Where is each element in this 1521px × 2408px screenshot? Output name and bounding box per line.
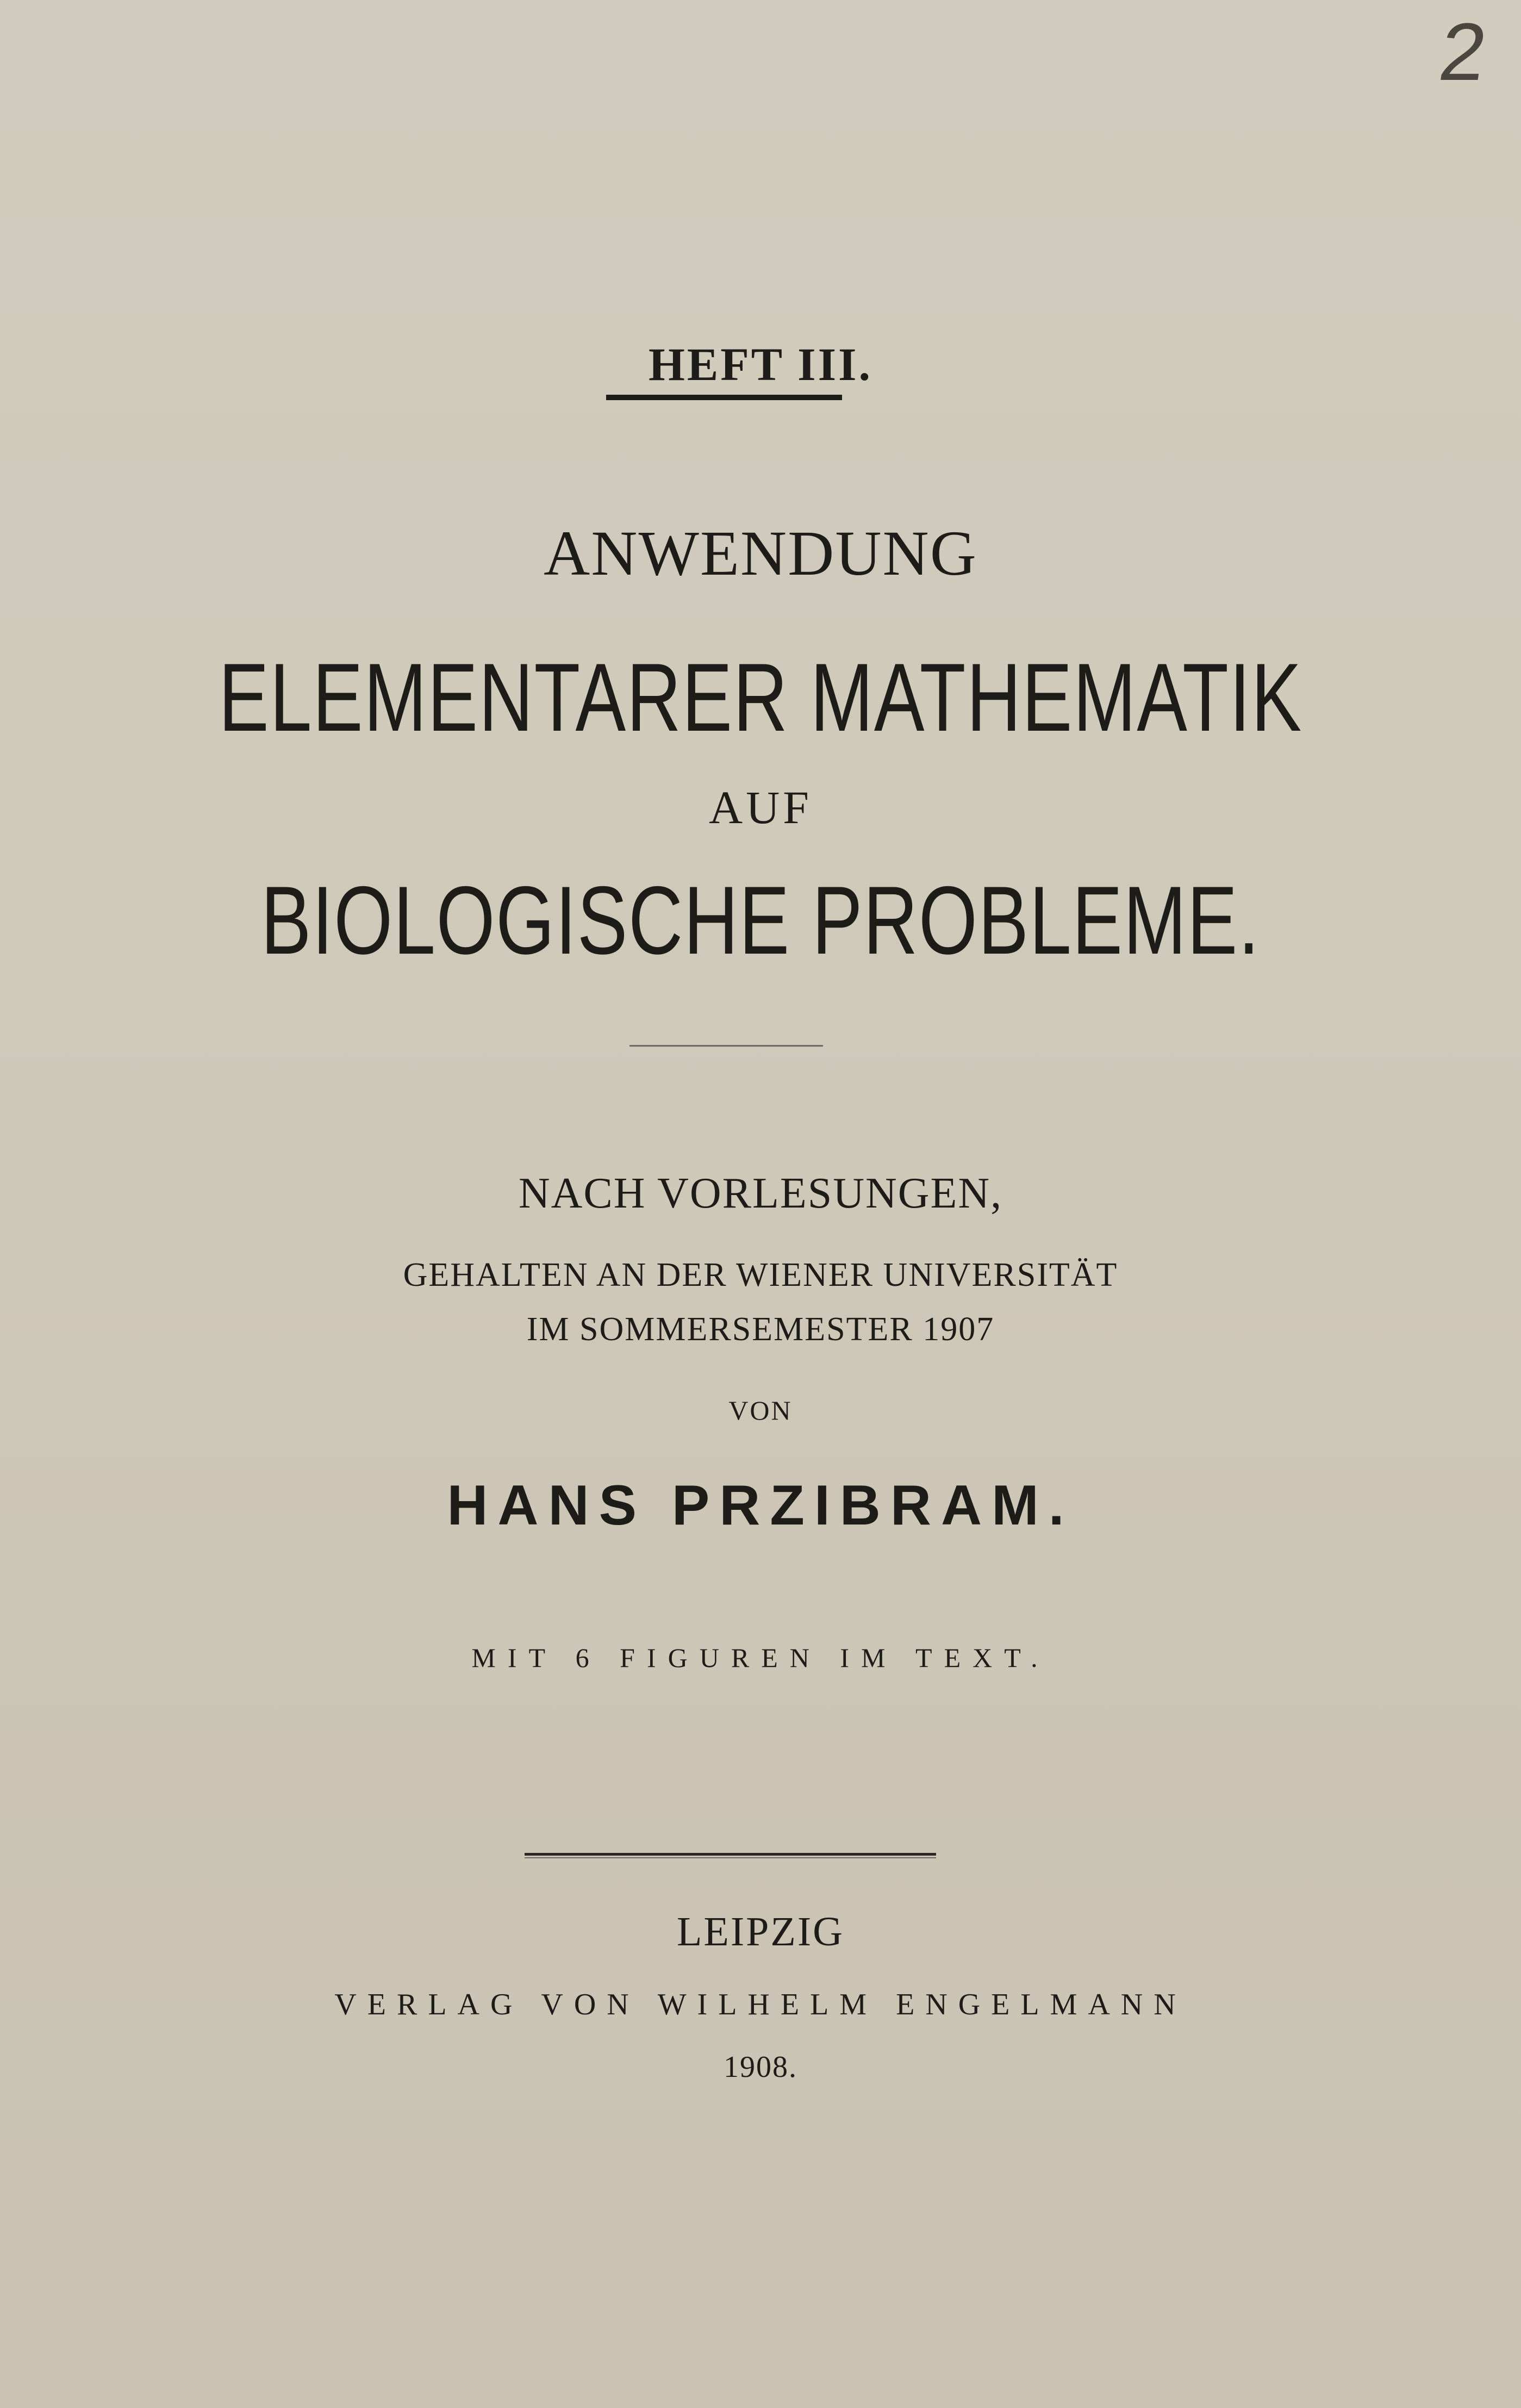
title-line-4: BIOLOGISCHE PROBLEME. [260, 866, 1261, 974]
author-name: HANS PRZIBRAM. [447, 1474, 1074, 1537]
imprint-divider-thin [525, 1857, 936, 1858]
title-line-1: ANWENDUNG [544, 518, 977, 589]
series-underline [606, 395, 842, 400]
title-divider [629, 1045, 823, 1047]
series-heading: HEFT III. [649, 338, 872, 390]
figures-note: MIT 6 FIGUREN IM TEXT. [471, 1642, 1050, 1673]
publication-year: 1908. [724, 2050, 797, 2084]
handwritten-shelf-mark: 2 [1434, 6, 1493, 97]
title-line-2: ELEMENTARER MATHEMATIK [219, 643, 1302, 751]
publisher: VERLAG VON WILHELM ENGELMANN [334, 1988, 1187, 2021]
imprint-divider [525, 1853, 936, 1856]
subtitle-line-1: NACH VORLESUNGEN, [518, 1169, 1003, 1217]
subtitle-line-3: IM SOMMERSEMESTER 1907 [526, 1311, 995, 1348]
publication-place: LEIPZIG [676, 1909, 845, 1955]
subtitle-line-2: GEHALTEN AN DER WIENER UNIVERSITÄT [403, 1256, 1118, 1293]
title-line-3: AUF [708, 781, 813, 833]
by-label: VON [728, 1395, 793, 1426]
